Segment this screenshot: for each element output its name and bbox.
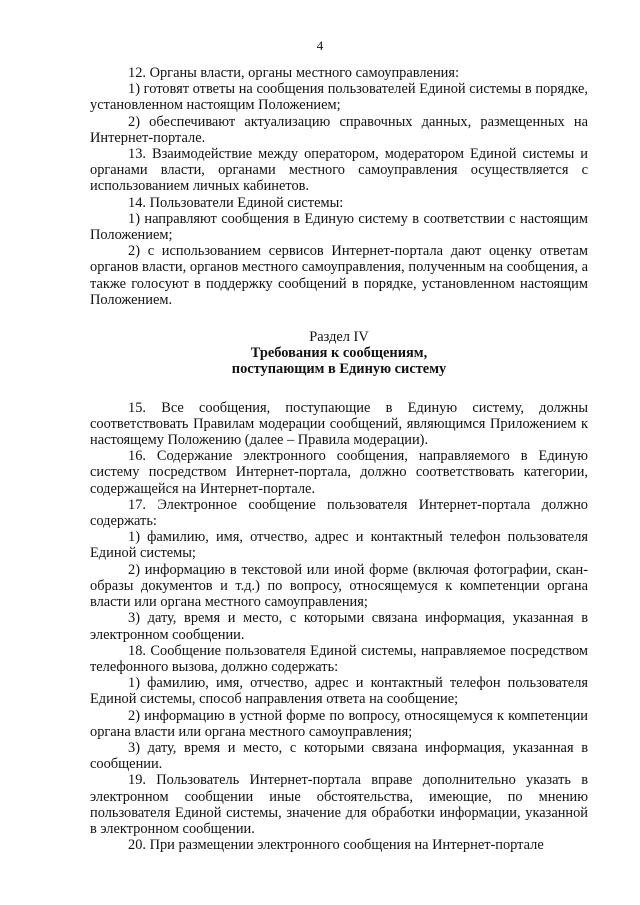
section-title-line2: поступающим в Единую систему (231, 361, 447, 378)
paragraph: 19. Пользователь Интернет-портала вправе дополнительно указать в электронном сообщении иные обстоятельства, имеющие, по мнению пользователя Единой системы, значение для обработки информации, указанной в электронном сообщении. (90, 772, 588, 837)
paragraph: 2) с использованием сервисов Интернет-портала дают оценку ответам органов власти, органов местного самоуправления, полученным на сообщения, а также голосуют в поддержку сообщений в порядке, установленном настоящим Положением. (90, 243, 588, 308)
paragraph: 3) дату, время и место, с которыми связана информация, указанная в электронном сообщении. (90, 610, 588, 643)
section-number: Раздел IV (309, 329, 369, 346)
spacer (90, 378, 588, 400)
paragraph: 1) направляют сообщения в Единую систему в соответствии с настоящим Положением; (90, 210, 588, 244)
paragraph: 14. Пользователи Единой системы: (128, 194, 344, 211)
paragraph: 17. Электронное сообщение пользователя Интернет-портала должно содержать: (90, 496, 588, 530)
paragraph: 20. При размещении электронного сообщения на Интернет-портале (128, 837, 544, 854)
page-number: 4 (316, 38, 324, 53)
paragraph: 3) дату, время и место, с которыми связана информация, указанная в сообщении. (90, 739, 588, 773)
paragraph: 1) готовят ответы на сообщения пользователей Единой системы в порядке, установленном настоящим Положением; (90, 81, 588, 114)
paragraph: 1) фамилию, имя, отчество, адрес и контактный телефон пользователя Единой системы; (90, 529, 588, 562)
paragraph: 2) обеспечивают актуализацию справочных данных, размещенных на Интернет-портале. (90, 113, 588, 146)
section-title-line1: Требования к сообщениям, (250, 345, 428, 362)
paragraph: 1) фамилию, имя, отчество, адрес и контактный телефон пользователя Единой системы, способ направления ответа на сообщение; (90, 675, 588, 708)
paragraph: 13. Взаимодействие между оператором, модератором Единой системы и органами власти, органами местного самоуправления осуществляется с использованием личных кабинетов. (90, 146, 588, 195)
paragraph: 2) информацию в текстовой или иной форме (включая фотографии, скан-образы документов и т.д.) по вопросу, относящемуся к компетенции органа власти или органа местного самоуправления; (90, 561, 588, 611)
paragraph: 2) информацию в устной форме по вопросу, относящемуся к компетенции органа власти или органа местного самоуправления; (90, 707, 588, 740)
paragraph: 16. Содержание электронного сообщения, направляемого в Единую систему посредством Интернет-портала, должно соответствовать категории, содержащейся на Интернет-портале. (90, 448, 588, 497)
paragraph: 12. Органы власти, органы местного самоуправления: (128, 65, 459, 81)
paragraph: 18. Сообщение пользователя Единой системы, направляемое посредством телефонного вызова, должно содержать: (90, 642, 588, 675)
paragraph: 15. Все сообщения, поступающие в Единую систему, должны соответствовать Правилам модерации сообщений, являющимся Приложением к настоящему Положению (далее – Правила модерации). (90, 399, 588, 449)
section-heading (90, 329, 588, 378)
document-body (90, 65, 588, 853)
